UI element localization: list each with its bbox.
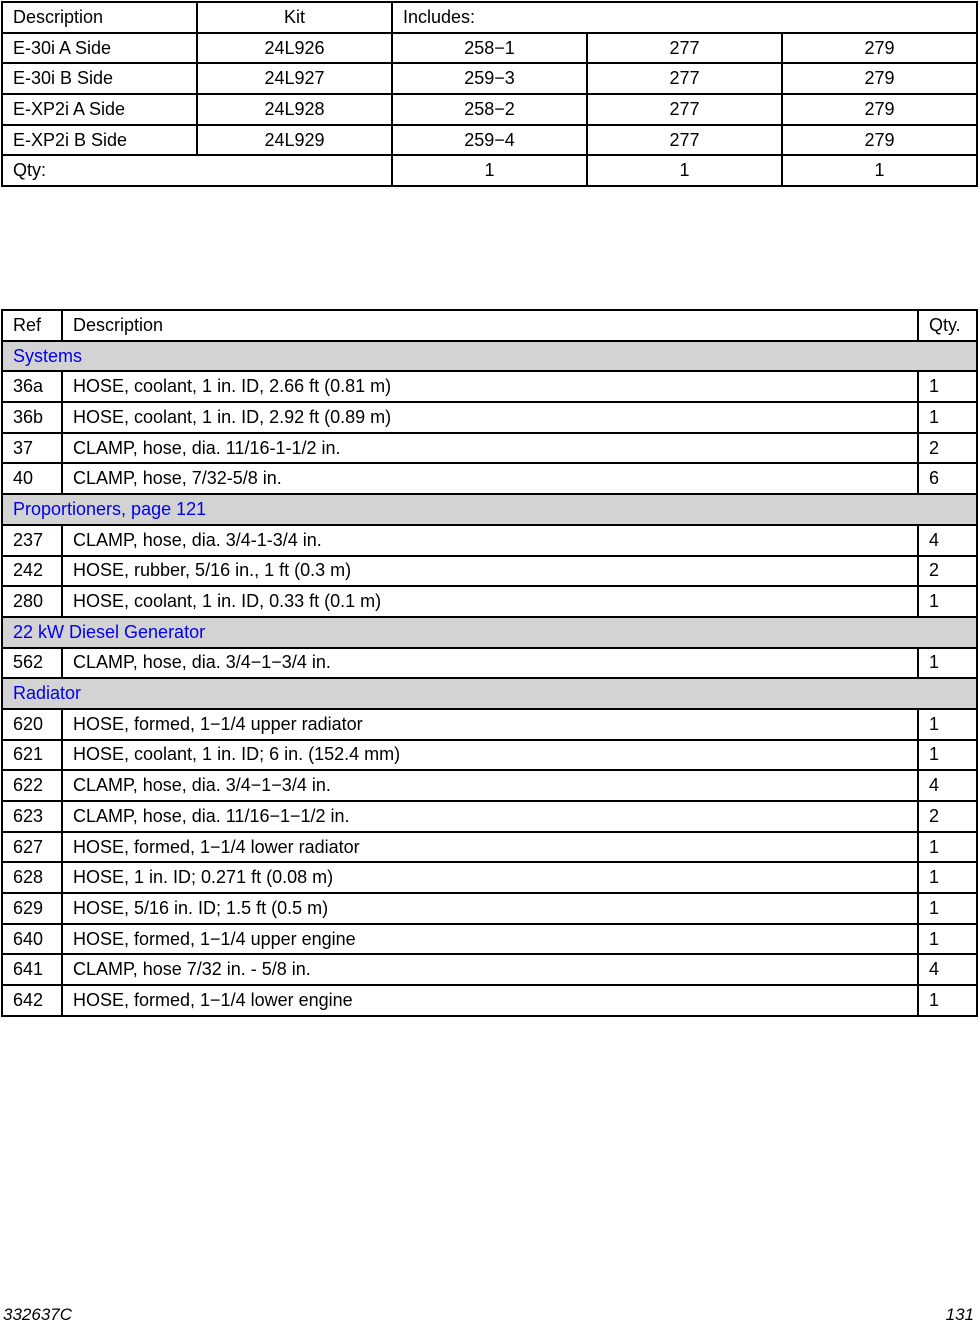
kit-includes-part: 258−1 [392,33,587,64]
kit-qty-value: 1 [392,155,587,186]
part-qty: 1 [918,924,977,955]
kit-description: E-30i A Side [2,33,197,64]
part-qty: 1 [918,371,977,402]
table-row [2,801,977,832]
section-header-row [2,678,977,709]
parts-table [1,309,978,1017]
kit-includes-part: 258−2 [392,94,587,125]
parts-header-description: Description [62,310,918,341]
kit-qty-value: 1 [782,155,977,186]
part-qty: 1 [918,740,977,771]
kit-row [2,63,977,94]
table-row [2,402,977,433]
part-ref: 562 [2,648,62,679]
table-row [2,556,977,587]
kit-row [2,94,977,125]
parts-table-body [2,341,977,1016]
kit-number: 24L928 [197,94,392,125]
kit-description: E-XP2i B Side [2,125,197,156]
part-ref: 621 [2,740,62,771]
part-ref: 620 [2,709,62,740]
part-description: CLAMP, hose, dia. 3/4−1−3/4 in. [62,770,918,801]
part-qty: 1 [918,402,977,433]
part-qty: 2 [918,556,977,587]
kit-number: 24L927 [197,63,392,94]
table-row [2,525,977,556]
kit-table-header [2,2,977,33]
part-qty: 4 [918,954,977,985]
part-ref: 622 [2,770,62,801]
kit-qty-row [2,155,977,186]
table-row [2,893,977,924]
part-qty: 1 [918,985,977,1016]
kit-includes-part: 279 [782,33,977,64]
part-ref: 627 [2,832,62,863]
table-row [2,862,977,893]
section-title: Radiator [2,678,977,709]
kit-table-body [2,33,977,186]
part-ref: 40 [2,463,62,494]
kit-includes-part: 259−4 [392,125,587,156]
kit-header-kit: Kit [197,2,392,33]
part-description: HOSE, 1 in. ID; 0.271 ft (0.08 m) [62,862,918,893]
part-qty: 4 [918,770,977,801]
section-header-row [2,617,977,648]
parts-table-header [2,310,977,341]
kit-includes-part: 277 [587,33,782,64]
table-row [2,433,977,464]
kit-number: 24L926 [197,33,392,64]
part-ref: 36a [2,371,62,402]
part-qty: 1 [918,648,977,679]
part-qty: 4 [918,525,977,556]
part-ref: 280 [2,586,62,617]
parts-header-ref: Ref [2,310,62,341]
doc-number: 332637C [3,1305,73,1324]
page-number: 131 [945,1305,974,1324]
kit-table [1,1,978,187]
part-ref: 623 [2,801,62,832]
part-ref: 629 [2,893,62,924]
section-title: 22 kW Diesel Generator [2,617,977,648]
part-description: HOSE, 5/16 in. ID; 1.5 ft (0.5 m) [62,893,918,924]
section-header-row [2,494,977,525]
part-ref: 642 [2,985,62,1016]
kit-row [2,125,977,156]
part-qty: 6 [918,463,977,494]
part-description: HOSE, coolant, 1 in. ID, 2.92 ft (0.89 m) [62,402,918,433]
part-ref: 237 [2,525,62,556]
table-row [2,924,977,955]
kit-includes-part: 277 [587,63,782,94]
table-row [2,586,977,617]
part-ref: 36b [2,402,62,433]
table-row [2,770,977,801]
kit-header-description: Description [2,2,197,33]
part-description: HOSE, formed, 1−1/4 upper radiator [62,709,918,740]
part-ref: 37 [2,433,62,464]
kit-description: E-30i B Side [2,63,197,94]
kit-includes-part: 279 [782,125,977,156]
section-title: Systems [2,341,977,372]
section-title: Proportioners, page 121 [2,494,977,525]
part-description: HOSE, rubber, 5/16 in., 1 ft (0.3 m) [62,556,918,587]
table-row [2,985,977,1016]
kit-header-includes: Includes: [392,2,977,33]
table-row [2,463,977,494]
part-description: HOSE, formed, 1−1/4 upper engine [62,924,918,955]
part-description: HOSE, formed, 1−1/4 lower radiator [62,832,918,863]
part-description: HOSE, formed, 1−1/4 lower engine [62,985,918,1016]
part-description: HOSE, coolant, 1 in. ID; 6 in. (152.4 mm) [62,740,918,771]
kit-row [2,33,977,64]
table-row [2,709,977,740]
part-qty: 1 [918,862,977,893]
table-row [2,371,977,402]
part-qty: 2 [918,433,977,464]
section-header-row [2,341,977,372]
part-qty: 1 [918,586,977,617]
parts-header-qty: Qty. [918,310,977,341]
part-ref: 628 [2,862,62,893]
part-description: CLAMP, hose, dia. 3/4-1-3/4 in. [62,525,918,556]
kit-number: 24L929 [197,125,392,156]
part-description: HOSE, coolant, 1 in. ID, 0.33 ft (0.1 m) [62,586,918,617]
kit-includes-part: 279 [782,63,977,94]
part-description: CLAMP, hose, dia. 11/16-1-1/2 in. [62,433,918,464]
kit-description: E-XP2i A Side [2,94,197,125]
part-qty: 1 [918,832,977,863]
part-description: CLAMP, hose, dia. 3/4−1−3/4 in. [62,648,918,679]
kit-includes-part: 277 [587,125,782,156]
part-description: HOSE, coolant, 1 in. ID, 2.66 ft (0.81 m) [62,371,918,402]
kit-includes-part: 279 [782,94,977,125]
part-ref: 242 [2,556,62,587]
kit-includes-part: 277 [587,94,782,125]
kit-includes-part: 259−3 [392,63,587,94]
part-description: CLAMP, hose, 7/32-5/8 in. [62,463,918,494]
part-qty: 1 [918,893,977,924]
table-row [2,648,977,679]
kit-qty-label: Qty: [2,155,392,186]
table-row [2,832,977,863]
part-qty: 2 [918,801,977,832]
part-description: CLAMP, hose 7/32 in. - 5/8 in. [62,954,918,985]
part-ref: 641 [2,954,62,985]
kit-qty-value: 1 [587,155,782,186]
part-ref: 640 [2,924,62,955]
part-qty: 1 [918,709,977,740]
part-description: CLAMP, hose, dia. 11/16−1−1/2 in. [62,801,918,832]
table-row [2,954,977,985]
table-row [2,740,977,771]
